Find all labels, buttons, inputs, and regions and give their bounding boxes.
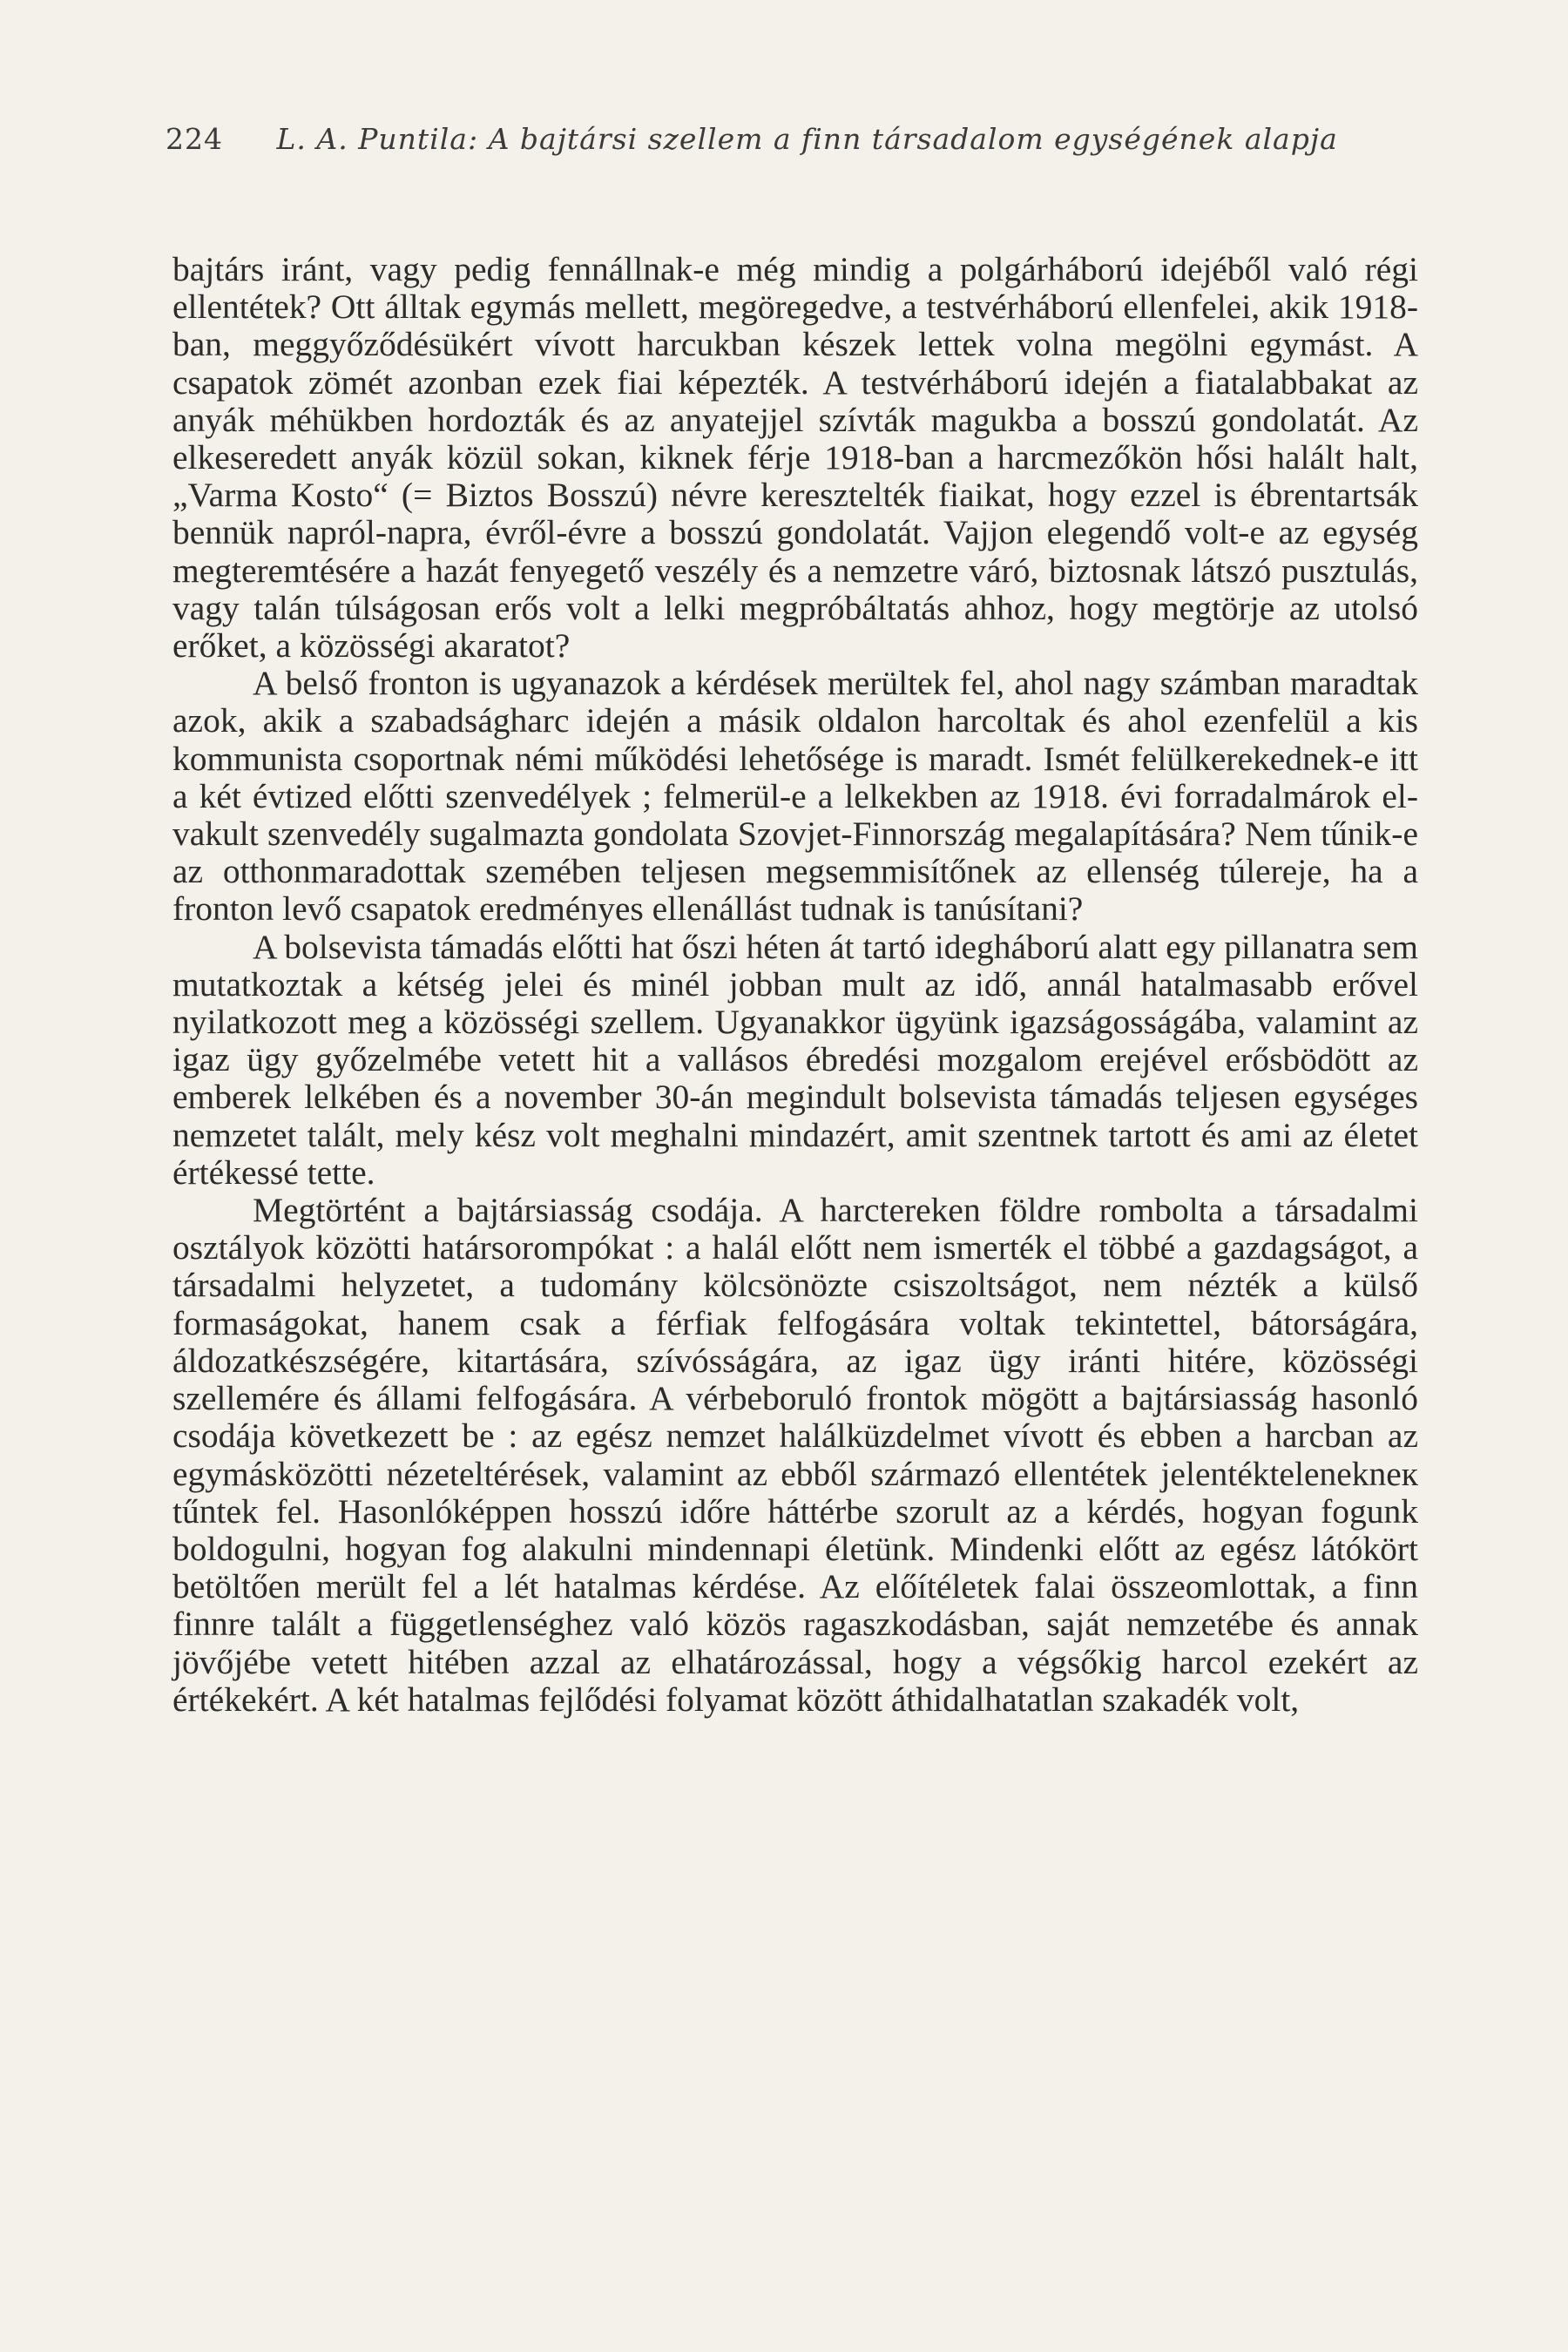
body-text <box>172 251 1418 1719</box>
page-number: 224 <box>166 122 223 156</box>
running-title: L. A. Puntila: A bajtársi szellem a finn társadalom egységének alapja <box>276 122 1338 156</box>
paragraph-war-of-nerves: A bolsevista támadás előtti hat őszi héten át tartó idegháború alatt egy pillanatra sem mutatkoztak a kétség jelei és minél jobban mult az idő, annál hatalmasabb erővel nyilatkozott meg a közösségi szellem. Ugyanakkor ügyünk igazságosságába, valamint az igaz ügy győzelmébe vetett hit a vallásos ébredési mozgalom erejével erősbödött az emberek lelkében és a november 30-án megindult bolsevista támadás teljesen egységes nemzetet talált, mely kész volt meghalni mindazért, amit szentnek tartott és ami az életet értékessé tette. <box>172 927 1418 1192</box>
running-header <box>166 122 1385 156</box>
paragraph-inner-front: A belső fronton is ugyanazok a kérdések merültek fel, ahol nagy számban maradtak azok, akik a szabadságharc idején a másik oldalon harcoltak és ahol ezenfelül a kis kommunista csoportnak némi működési lehetősége is maradt. Ismét felülkerekednek-e itt a két évtized előtti szenvedélyek ; felmerül-e a lelkekben az 1918. évi forradalmárok elvakult szenvedély sugalmazta gondolata Szovjet-Finnország megalapítására? Nem tűnik-e az otthonmaradottak szemében teljesen megsemmisítőnek az ellenség túlereje, ha a fronton levő csapatok eredményes ellenállást tudnak is tanúsítani? <box>172 664 1418 929</box>
paragraph-miracle-of-comradeship: Megtörtént a bajtársiasság csodája. A harctereken földre rombolta a társadalmi osztályok közötti határsorompókat : a halál előtt nem ismerték el többé a gazdagságot, a társadalmi helyzetet, a tudomány kölcsönözte csiszoltságot, nem nézték a külső formaságokat, hanem csak a férfiak felfogására voltak tekintettel, bátorságára, áldozatkészségére, kitartására, szívósságára, az igaz ügy iránti hitére, közösségi szellemére és állami felfogására. A vérbeboruló frontok mögött a bajtársiasság hasonló csodája következett be : az egész nemzet halálküzdelmet vívott és ebben a harcban az egymásközötti nézeteltérések, valamint az ebből származó ellentétek jelentéktelenekneк tűntek fel. Hasonlóképpen hosszú időre háttérbe szorult az a kérdés, hogyan fogunk boldogulni, hogyan fog alakulni mindennapi életünk. Mindenki előtt az egész látókört betöltően merült fel a lét hatalmas kérdése. Az előítéletek falai összeomlottak, a finn finnre talált a függetlenséghez való közös ragaszkodásban, saját nemzetébe és annak jövőjébe vetett hitében azzal az elhatározással, hogy a végsőkig harcol ezekért az értékekért. A két hatalmas fejlődési folyamat között áthidalhatatlan szakadék volt, <box>172 1191 1418 1719</box>
paragraph-continued: bajtárs iránt, vagy pedig fennállnak-e még mindig a polgárháború idejéből való régi ellentétek? Ott álltak egymás mellett, megöregedve, a testvérháború ellenfelei, akik 1918-ban, meggyőződésükért vívott harcukban készek lettek volna megölni egymást. A csapatok zömét azonban ezek fiai képezték. A testvérháború idején a fiatalabbakat az anyák méhükben hordozták és az anyatejjel szívták magukba a bosszú gondolatát. Az elkeseredett anyák közül sokan, kiknek férje 1918-ban a harcmezőkön hősi halált halt, „Varma Kosto“ (= Biztos Bosszú) névre keresztelték fiaikat, hogy ezzel is ébrentartsák bennük napról-napra, évről-évre a bosszú gondolatát. Vajjon elegendő volt-e az egység megteremtésére a hazát fenyegető veszély és a nemzetre váró, biztosnak látszó pusztulás, vagy talán túlságosan erős volt a lelki megpróbáltatás ahhoz, hogy megtörje az utolsó erőket, a közösségi akaratot? <box>172 250 1418 666</box>
